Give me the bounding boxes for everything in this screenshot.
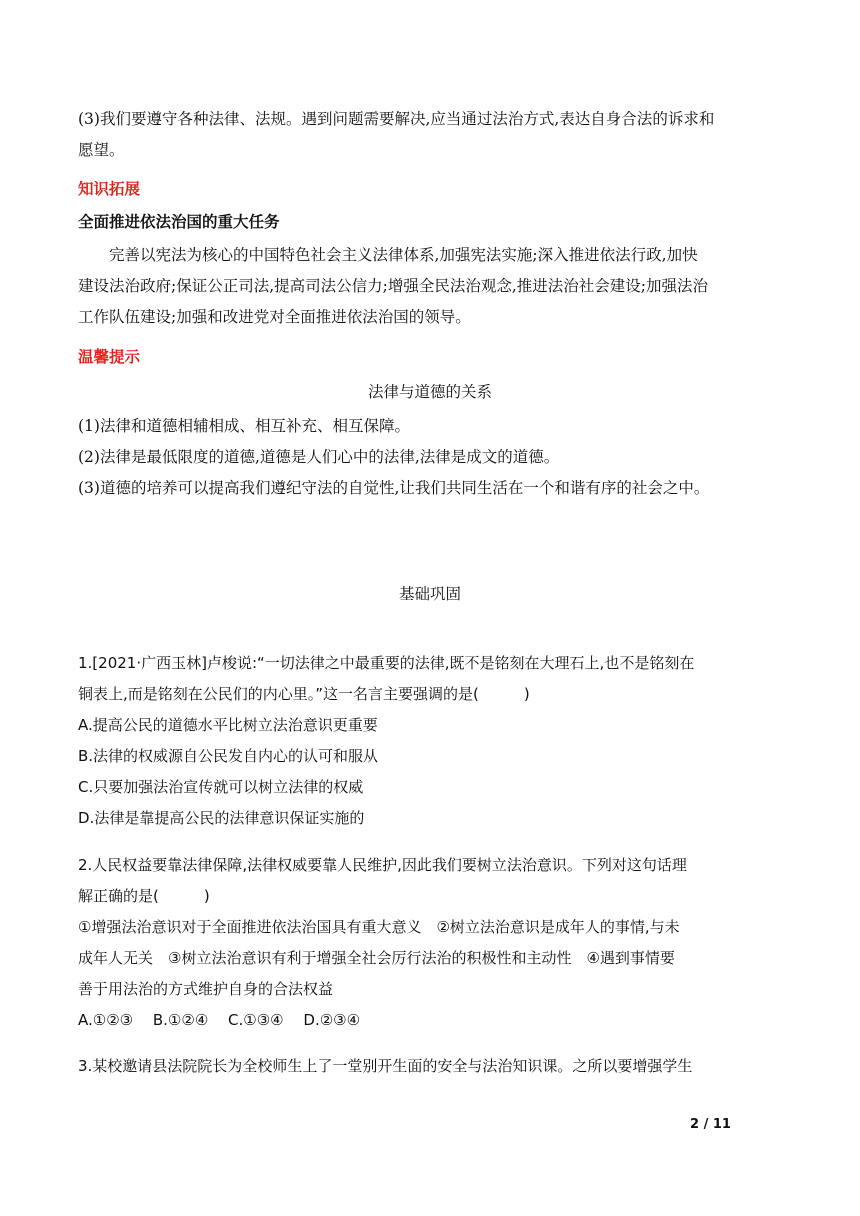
knowledge-title: 全面推进依法治国的重大任务 (78, 213, 280, 231)
text-line: 愿望。 (78, 141, 125, 159)
question-2 (78, 850, 784, 1036)
list-item: (2)法律是最低限度的道德,道德是人们心中的法律,法律是成文的道德。 (78, 448, 560, 466)
question-stem-line: 2.人民权益要靠法律保障,法律权威要靠人民维护,因此我们要树立法治意识。下列对这句话理 (78, 856, 687, 874)
knowledge-paragraph (78, 240, 784, 333)
page-number: 2 / 11 (690, 1117, 731, 1132)
paragraph-law-abiding (78, 104, 784, 166)
text-line: 建设法治政府;保证公正司法,提高司法公信力;增强全民法治观念,推进法治社会建设;加强法治 (78, 277, 709, 295)
question-statement-line: 成年人无关 ③树立法治意识有利于增强全社会厉行法治的积极性和主动性 ④遇到事情要 (78, 949, 675, 967)
option-b: B.法律的权威源自公民发自内心的认可和服从 (78, 747, 379, 765)
question-statement-line: 善于用法治的方式维护自身的合法权益 (78, 980, 334, 998)
question-statement-line: ①增强法治意识对于全面推进依法治国具有重大意义 ②树立法治意识是成年人的事情,与未 (78, 918, 680, 936)
text-line: 完善以宪法为核心的中国特色社会主义法律体系,加强宪法实施;深入推进依法行政,加快 (109, 246, 698, 264)
tips-list (78, 411, 784, 504)
question-options: A.①②③ B.①②④ C.①③④ D.②③④ (78, 1011, 361, 1029)
list-item: (1)法律和道德相辅相成、相互补充、相互保障。 (78, 417, 410, 435)
list-item: (3)道德的培养可以提高我们遵纪守法的自觉性,让我们共同生活在一个和谐有序的社会之中。 (78, 479, 710, 497)
tips-heading: 温馨提示 (78, 348, 141, 366)
text-line: 工作队伍建设;加强和改进党对全面推进依法治国的领导。 (78, 308, 471, 326)
section-title: 基础巩固 (398, 585, 461, 603)
text-line: (3)我们要遵守各种法律、法规。遇到问题需要解决,应当通过法治方式,表达自身合法的诉求和 (78, 110, 715, 128)
question-stem-line: 解正确的是( ) (78, 887, 210, 905)
question-3 (78, 1051, 784, 1082)
tips-title: 法律与道德的关系 (367, 383, 492, 401)
option-a: A.提高公民的道德水平比树立法治意识更重要 (78, 716, 378, 734)
option-c: C.只要加强法治宣传就可以树立法律的权威 (78, 778, 364, 796)
question-stem-line: 3.某校邀请县法院院长为全校师生上了一堂别开生面的安全与法治知识课。之所以要增强学生 (78, 1057, 693, 1075)
question-1 (78, 648, 784, 834)
question-stem-line: 1.[2021·广西玉林]卢梭说:“一切法律之中最重要的法律,既不是铭刻在大理石上,也不是铭刻在 (78, 654, 695, 672)
question-stem-line: 铜表上,而是铭刻在公民们的内心里。”这一名言主要强调的是( ) (78, 685, 530, 703)
option-d: D.法律是靠提高公民的法律意识保证实施的 (78, 809, 365, 827)
knowledge-heading: 知识拓展 (78, 180, 141, 198)
